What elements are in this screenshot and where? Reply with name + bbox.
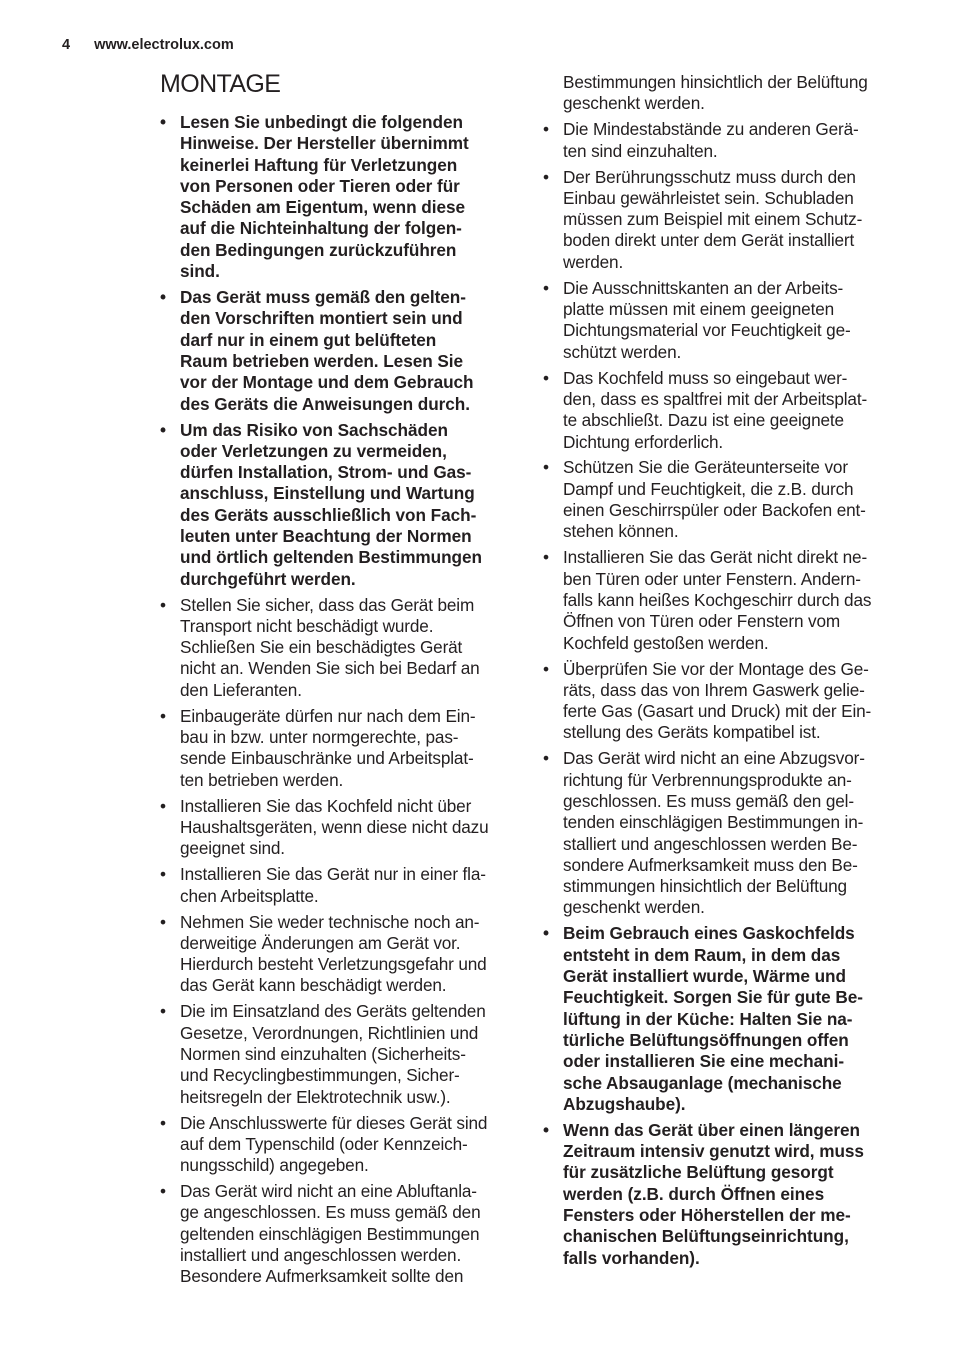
bullet-text: Einbaugeräte dürfen nur nach dem Ein- bau in bzw. unter normgerechte, pas- sende Einbauschränke und Arbeitsplat- ten betrieben werden. xyxy=(180,705,476,790)
bullet-text: Die im Einsatzland des Geräts geltenden Gesetze, Verordnungen, Richtlinien und Normen sind einzuhalten (Sicherheits- und Recyclingbestimmungen, Sicher- heitsregeln der Elektrotechnik usw.). xyxy=(180,1001,486,1107)
bullet-icon: • xyxy=(543,658,549,679)
bullet-text: Beim Gebrauch eines Gaskochfelds entsteht in dem Raum, in dem das Gerät installiert wurde, Wärme und Feuchtigkeit. Sorgen Sie für gute Be- lüftung in der Küche: Halten Sie na- türliche Belüftungsöffnungen offen oder installieren Sie eine mechani- sche Absauganlage (mechanische Abzugshaube). xyxy=(563,923,863,1114)
right-bullet-item xyxy=(543,167,899,273)
left-bullet-item xyxy=(160,420,516,590)
left-bullet-item xyxy=(160,287,516,415)
page-number: 4 xyxy=(62,37,71,53)
left-bullet-item xyxy=(160,706,516,791)
right-bullet-item xyxy=(543,923,899,1115)
bullet-text: Installieren Sie das Gerät nicht direkt ne- ben Türen oder unter Fenstern. Andern- falls kann heißes Kochgeschirr durch das Öffnen von Türen oder Fenstern vom Kochfeld gestoßen werden. xyxy=(563,547,872,653)
bullet-icon: • xyxy=(160,795,166,816)
right-column xyxy=(543,72,899,1274)
bullet-text: Die Ausschnittskanten an der Arbeits- platte müssen mit einem geeigneten Dichtungsmaterial vor Feuchtigkeit ge- schützt werden. xyxy=(563,277,851,362)
left-bullet-item xyxy=(160,1181,516,1287)
bullet-icon: • xyxy=(543,277,549,298)
bullet-icon: • xyxy=(543,547,549,568)
page-header xyxy=(62,37,234,53)
bullet-icon: • xyxy=(160,911,166,932)
bullet-icon: • xyxy=(160,705,166,726)
bullet-text: Das Kochfeld muss so eingebaut wer- den, dass es spaltfrei mit der Arbeitsplat- te abschließt. Dazu ist eine geeignete Dichtung erforderlich. xyxy=(563,367,868,452)
website-url: www.electrolux.com xyxy=(94,37,234,53)
continuation-text: Bestimmungen hinsichtlich der Belüftung geschenkt werden. xyxy=(563,72,868,114)
bullet-text: Wenn das Gerät über einen längeren Zeitraum intensiv genutzt wird, muss für zusätzliche Belüftung gesorgt werden (z.B. durch Öffnen eines Fensters oder Höherstellen der me- chanischen Belüftungseinrichtung, falls vorhanden). xyxy=(563,1119,864,1268)
bullet-icon: • xyxy=(160,864,166,885)
bullet-icon: • xyxy=(543,119,549,140)
left-bullet-item xyxy=(160,595,516,701)
bullet-icon: • xyxy=(543,748,549,769)
bullet-icon: • xyxy=(160,419,166,440)
right-bullet-item xyxy=(543,748,899,918)
bullet-icon: • xyxy=(160,112,166,132)
bullet-text: Installieren Sie das Kochfeld nicht über Haushaltsgeräten, wenn diese nicht dazu geeignet sind. xyxy=(180,795,489,859)
bullet-icon: • xyxy=(543,367,549,388)
bullet-icon: • xyxy=(160,1181,166,1202)
right-bullet-item xyxy=(543,659,899,744)
left-bullet-item xyxy=(160,1001,516,1107)
bullet-text: Stellen Sie sicher, dass das Gerät beim Transport nicht beschädigt wurde. Schließen Sie ein beschädigtes Gerät nicht an. Wenden Sie sich bei Bedarf an den Lieferanten. xyxy=(180,594,480,700)
right-bullet-item xyxy=(543,368,899,453)
right-bullet-item xyxy=(543,1120,899,1269)
bullet-text: Das Gerät wird nicht an eine Abzugsvor- richtung für Verbrennungsprodukte an- geschlossen. Es muss gemäß den gel- tenden einschlägigen Bestimmungen in- stalliert und angeschlossen werden Be- sondere Aufmerksamkeit muss den Be- stimmungen hinsichtlich der Belüftung geschenkt werden. xyxy=(563,748,865,918)
bullet-text: Das Gerät wird nicht an eine Abluftanla- ge angeschlossen. Es muss gemäß den geltenden einschlägigen Bestimmungen installiert und angeschlossen werden. Besondere Aufmerksamkeit sollte den xyxy=(180,1181,481,1287)
bullet-icon: • xyxy=(160,1001,166,1022)
bullet-text: Um das Risiko von Sachschäden oder Verletzungen zu vermeiden, dürfen Installation, Strom- und Gas- anschluss, Einstellung und Wartung des Geräts ausschließlich von Fach- leuten unter Beachtung der Normen und örtlich geltenden Bestimmungen durchgeführt werden. xyxy=(180,419,482,589)
right-bullet-item xyxy=(543,547,899,653)
right-bullet-item xyxy=(543,278,899,363)
bullet-text: Die Anschlusswerte für dieses Gerät sind auf dem Typenschild (oder Kennzeich- nungsschild) angegeben. xyxy=(180,1112,488,1176)
left-bullet-item xyxy=(160,912,516,997)
bullet-text: Überprüfen Sie vor der Montage des Ge- räts, dass das von Ihrem Gaswerk gelie- ferte Gas (Gasart und Druck) mit der Ein- stellung des Geräts kompatibel ist. xyxy=(563,658,872,743)
bullet-text: Lesen Sie unbedingt die folgenden Hinweise. Der Hersteller übernimmt keinerlei Haftung für Verletzungen von Personen oder Tieren oder für Schäden am Eigentum, wenn diese auf die Nichteinhaltung der folgen- den Bedingungen zurückzuführen sind. xyxy=(180,112,469,282)
bullet-icon: • xyxy=(543,457,549,478)
bullet-icon: • xyxy=(160,594,166,615)
left-bullet-item xyxy=(160,864,516,907)
bullet-icon: • xyxy=(543,1119,549,1140)
bullet-icon: • xyxy=(543,166,549,187)
left-column xyxy=(160,112,516,1292)
bullet-icon: • xyxy=(543,923,549,944)
bullet-text: Installieren Sie das Gerät nur in einer fla- chen Arbeitsplatte. xyxy=(180,864,486,906)
bullet-icon: • xyxy=(160,1112,166,1133)
bullet-text: Das Gerät muss gemäß den gelten- den Vorschriften montiert sein und darf nur in einem gut belüfteten Raum betrieben werden. Lesen Sie vor der Montage und dem Gebrauch des Geräts die Anweisungen durch. xyxy=(180,287,474,414)
bullet-text: Der Berührungsschutz muss durch den Einbau gewährleistet sein. Schubladen müssen zum Beispiel mit einem Schutz- boden direkt unter dem Gerät installiert werden. xyxy=(563,166,863,272)
left-bullet-item xyxy=(160,112,516,282)
right-bullet-item xyxy=(543,457,899,542)
bullet-icon: • xyxy=(160,287,166,308)
bullet-text: Die Mindestabstände zu anderen Gerä- ten sind einzuhalten. xyxy=(563,119,859,161)
left-bullet-item xyxy=(160,796,516,860)
left-bullet-item xyxy=(160,1113,516,1177)
section-title: MONTAGE xyxy=(160,70,281,98)
bullet-text: Schützen Sie die Geräteunterseite vor Dampf und Feuchtigkeit, die z.B. durch einen Geschirrspüler oder Backofen ent- stehen können. xyxy=(563,457,866,542)
bullet-text: Nehmen Sie weder technische noch an- derweitige Änderungen am Gerät vor. Hierdurch besteht Verletzungsgefahr und das Gerät kann beschädigt werden. xyxy=(180,911,487,996)
right-bullet-item xyxy=(543,119,899,162)
